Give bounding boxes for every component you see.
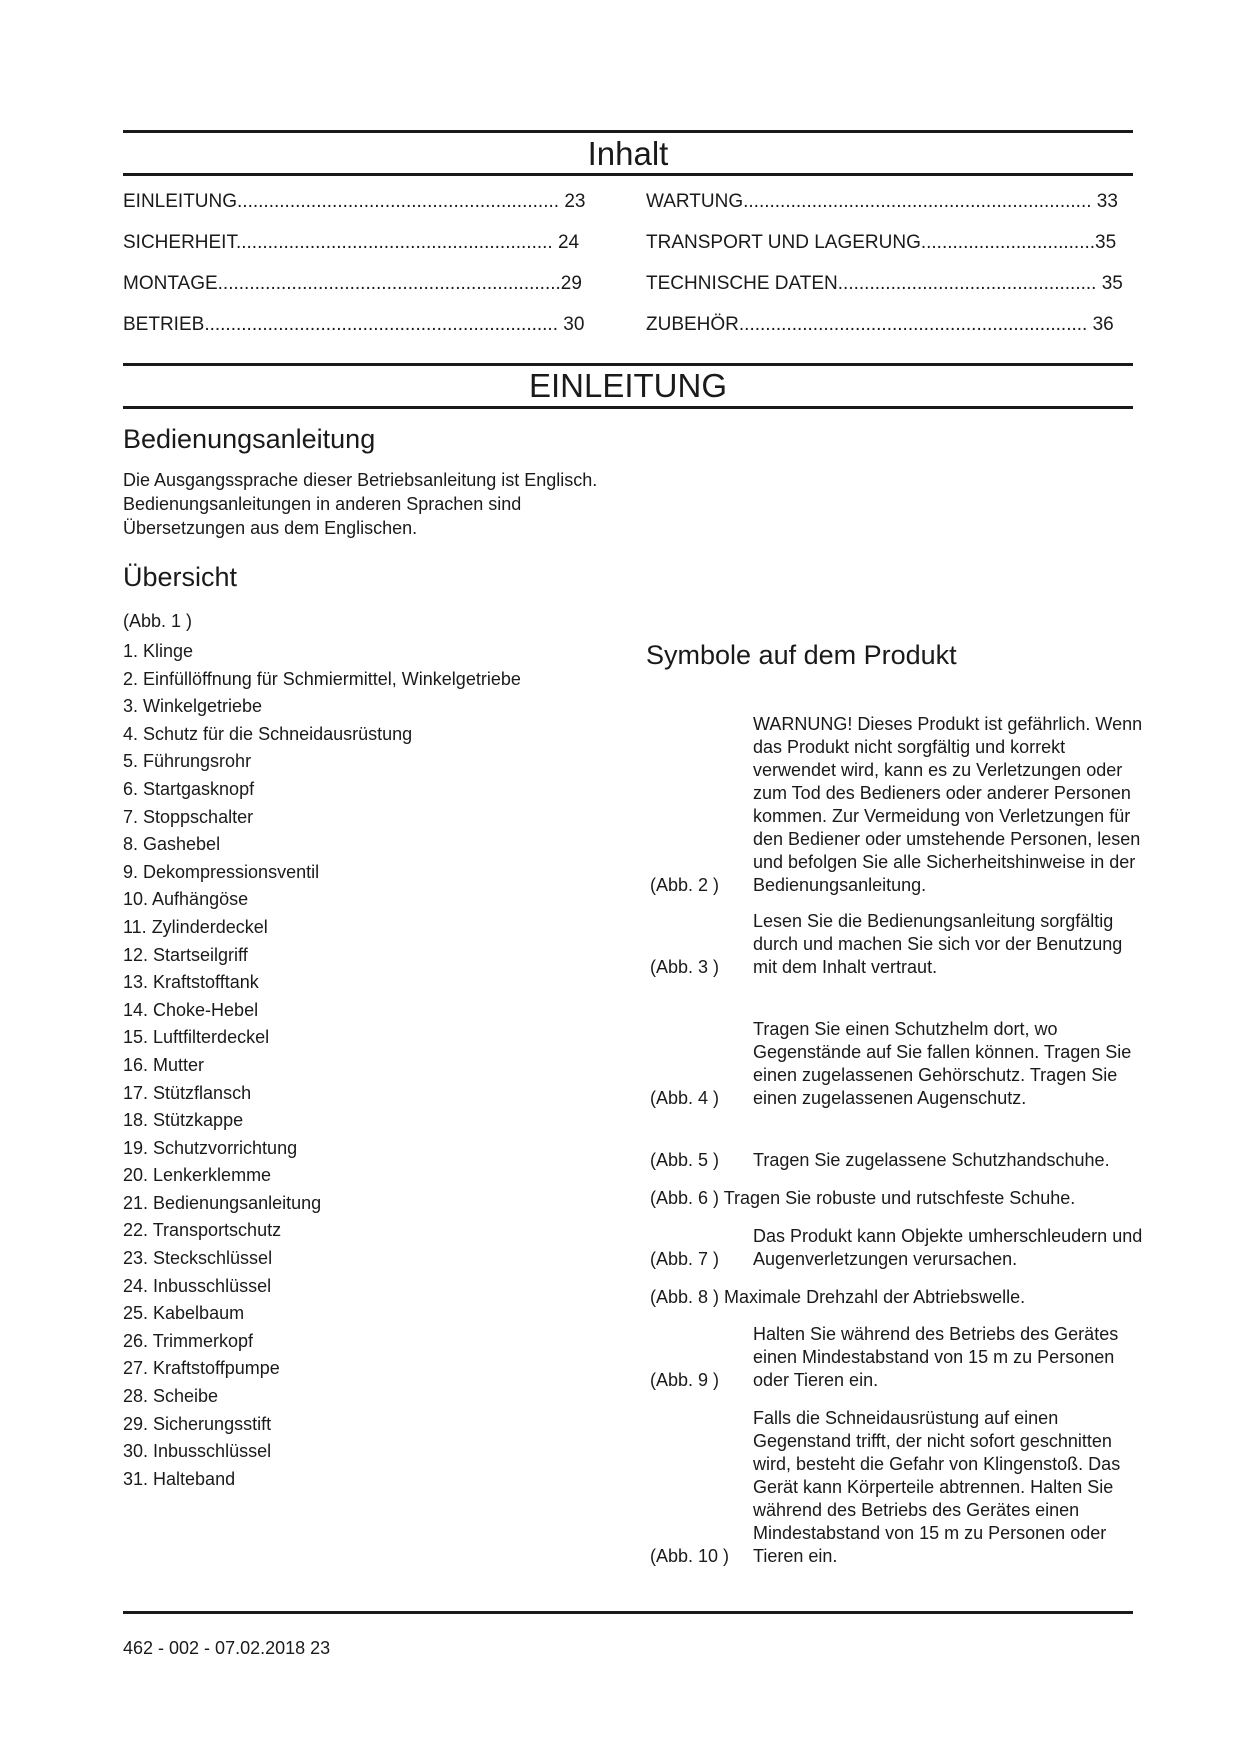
list-item: 22. Transportschutz <box>123 1220 282 1241</box>
list-item: 10. Aufhängöse <box>123 889 249 910</box>
list-item: 29. Sicherungsstift <box>123 1413 272 1434</box>
symbol-row-2 <box>650 688 1143 897</box>
list-item: 7. Stoppschalter <box>123 806 254 827</box>
toc-bottom-rule <box>123 173 1133 176</box>
list-item: 19. Schutzvorrichtung <box>123 1137 298 1158</box>
list-item: 3. Winkelgetriebe <box>123 696 263 717</box>
list-item: 24. Inbusschlüssel <box>123 1275 272 1296</box>
toc-leader: .................................................................. <box>738 314 1088 335</box>
symbol-row-10 <box>650 1405 1140 1568</box>
toc-title: Inhalt <box>587 135 669 172</box>
symbol-figure-ref: (Abb. 2 ) <box>650 875 720 895</box>
section-bottom-rule <box>123 406 1133 409</box>
toc-entry-einleitung[interactable] <box>123 191 585 213</box>
list-item: 23. Steckschlüssel <box>123 1248 273 1269</box>
list-item: 15. Luftfilterdeckel <box>123 1027 270 1048</box>
toc-entry-label: WARTUNG <box>646 191 744 212</box>
toc-entry-label: SICHERHEIT <box>123 232 236 253</box>
toc-entry-label: MONTAGE <box>123 273 218 294</box>
toc-entry-label: TECHNISCHE DATEN <box>646 273 838 294</box>
toc-entry-page: 23 <box>564 191 586 212</box>
toc-leader: ............................................................ <box>235 232 553 253</box>
toc-entry-betrieb[interactable] <box>123 314 584 336</box>
symbol-figure-ref: (Abb. 4 ) <box>650 1088 720 1108</box>
symbol-inline-entry <box>650 1187 1075 1210</box>
list-item: 31. Halteband <box>123 1468 236 1489</box>
list-item: 18. Stützkappe <box>123 1110 244 1131</box>
list-item: 14. Choke-Hebel <box>123 999 259 1020</box>
symbol-figure-ref: (Abb. 7 ) <box>650 1249 720 1269</box>
toc-entry-page: 35 <box>1095 232 1117 253</box>
symbol-row-8 <box>650 1284 1140 1309</box>
list-item: 11. Zylinderdeckel <box>123 916 268 937</box>
list-item: 12. Startseilgriff <box>123 944 248 965</box>
symbol-inline-entry <box>650 1286 1025 1309</box>
list-item: 13. Kraftstofftank <box>123 972 259 993</box>
list-item: 20. Lenkerklemme <box>123 1165 272 1186</box>
toc-entry-page: 36 <box>1092 314 1114 335</box>
overview-heading: Übersicht <box>123 562 238 592</box>
symbol-row-3 <box>650 908 1140 979</box>
symbol-description: Halten Sie während des Betriebs des Gerätes einen Mindestabstand von 15 m zu Personen oder Tieren ein. <box>753 1324 1119 1390</box>
symbol-figure-ref: (Abb. 5 ) <box>650 1150 720 1170</box>
list-item: 27. Kraftstoffpumpe <box>123 1358 280 1379</box>
manual-heading: Bedienungsanleitung <box>123 424 376 454</box>
symbol-figure-ref: (Abb. 10 ) <box>650 1546 730 1566</box>
section-top-rule <box>123 363 1133 366</box>
symbol-row-4 <box>650 995 1140 1110</box>
footer-page-number: 23 <box>310 1638 331 1658</box>
list-item: 16. Mutter <box>123 1054 205 1075</box>
toc-entry-montage[interactable] <box>123 273 582 295</box>
overview-list <box>123 639 521 1494</box>
toc-entry-label: EINLEITUNG <box>123 191 238 212</box>
toc-leader: .................................................................. <box>743 191 1092 212</box>
toc-leader: ................................................. <box>837 273 1097 294</box>
toc-top-rule <box>123 130 1133 133</box>
list-item: 28. Scheibe <box>123 1386 219 1407</box>
symbol-figure-ref: (Abb. 6 ) <box>650 1188 720 1208</box>
symbol-row-6 <box>650 1185 1140 1210</box>
symbol-description: Tragen Sie einen Schutzhelm dort, wo Gegenstände auf Sie fallen können. Tragen Sie einen zugelassenen Gehörschutz. Tragen Sie einen zugelassenen Augenschutz. <box>753 1019 1132 1108</box>
toc-leader: ................................................................. <box>217 273 561 294</box>
toc-entry-label: BETRIEB <box>123 314 205 335</box>
footer <box>123 1636 330 1660</box>
toc-entry-page: 30 <box>563 314 585 335</box>
toc-entry-label: ZUBEHÖR <box>646 314 739 335</box>
symbol-row-9 <box>650 1321 1140 1392</box>
list-item: 17. Stützflansch <box>123 1082 252 1103</box>
list-item: 30. Inbusschlüssel <box>123 1441 272 1462</box>
symbol-figure-ref: (Abb. 9 ) <box>650 1370 720 1390</box>
symbol-description: Das Produkt kann Objekte umherschleudern und Augenverletzungen verursachen. <box>753 1226 1143 1269</box>
toc-entry-page: 24 <box>557 232 580 253</box>
overview-figure-ref: (Abb. 1 ) <box>123 611 193 631</box>
toc-entry-wartung[interactable] <box>646 191 1118 213</box>
list-item: 2. Einfüllöffnung für Schmiermittel, Winkelgetriebe <box>123 668 521 689</box>
list-item: 25. Kabelbaum <box>123 1303 245 1324</box>
toc-entry-page: 35 <box>1101 273 1123 294</box>
list-item: 26. Trimmerkopf <box>123 1330 254 1351</box>
toc-entry-technische-daten[interactable] <box>646 273 1123 295</box>
symbol-row-5 <box>650 1124 1140 1172</box>
symbol-figure-ref: (Abb. 8 ) <box>650 1287 720 1307</box>
symbols-heading: Symbole auf dem Produkt <box>646 640 957 670</box>
toc-entry-label: TRANSPORT UND LAGERUNG <box>646 232 921 253</box>
toc-leader: ................................. <box>920 232 1096 253</box>
symbol-description: Lesen Sie die Bedienungsanleitung sorgfältig durch und machen Sie sich vor der Benutzung mit dem Inhalt vertraut. <box>753 911 1123 977</box>
symbol-figure-ref: (Abb. 3 ) <box>650 957 720 977</box>
footer-rule <box>123 1611 1133 1614</box>
list-item: 6. Startgasknopf <box>123 778 255 799</box>
symbol-description: Tragen Sie robuste und rutschfeste Schuhe. <box>723 1188 1076 1208</box>
toc-leader: ................................................................... <box>204 314 558 335</box>
toc-entry-transport[interactable] <box>646 232 1116 254</box>
toc-entry-zubehoer[interactable] <box>646 314 1114 336</box>
manual-text: Die Ausgangssprache dieser Betriebsanleitung ist Englisch. Bedienungsanleitungen in anderen Sprachen sind Übersetzungen aus dem Englischen. <box>123 470 598 538</box>
toc-leader: ............................................................. <box>237 191 560 212</box>
symbol-description: WARNUNG! Dieses Produkt ist gefährlich. Wenn das Produkt nicht sorgfältig und korrekt verwendet wird, kann es zu Verletzungen oder zum Tod des Bedieners oder anderer Personen kommen. Zur Vermeidung von Verletzungen für den Bediener oder umstehende Personen, lesen und befolgen Sie alle Sicherheitshinweise in der Bedienungsanleitung. <box>753 714 1143 895</box>
footer-doc-ref: 462 - 002 - 07.02.2018 <box>123 1638 306 1658</box>
toc-entry-sicherheit[interactable] <box>123 232 579 254</box>
list-item: 9. Dekompressionsventil <box>123 861 320 882</box>
symbol-description: Maximale Drehzahl der Abtriebswelle. <box>724 1287 1026 1307</box>
symbol-row-7 <box>650 1223 1143 1271</box>
toc-entry-page: 33 <box>1096 191 1118 212</box>
symbol-description: Falls die Schneidausrüstung auf einen Gegenstand trifft, der nicht sofort geschnitten wird, besteht die Gefahr von Klingenstoß. Das Gerät kann Körperteile abtrennen. Halten Sie während des Betriebs des Gerätes einen Mindestabstand von 15 m zu Personen oder Tieren ein. <box>753 1408 1121 1566</box>
list-item: 8. Gashebel <box>123 834 221 855</box>
list-item: 21. Bedienungsanleitung <box>123 1192 322 1213</box>
section-title: EINLEITUNG <box>528 367 728 404</box>
list-item: 1. Klinge <box>123 641 194 661</box>
symbol-description: Tragen Sie zugelassene Schutzhandschuhe. <box>753 1150 1110 1170</box>
toc-entry-page: 29 <box>560 273 582 294</box>
list-item: 4. Schutz für die Schneidausrüstung <box>123 723 413 744</box>
list-item: 5. Führungsrohr <box>123 751 252 772</box>
